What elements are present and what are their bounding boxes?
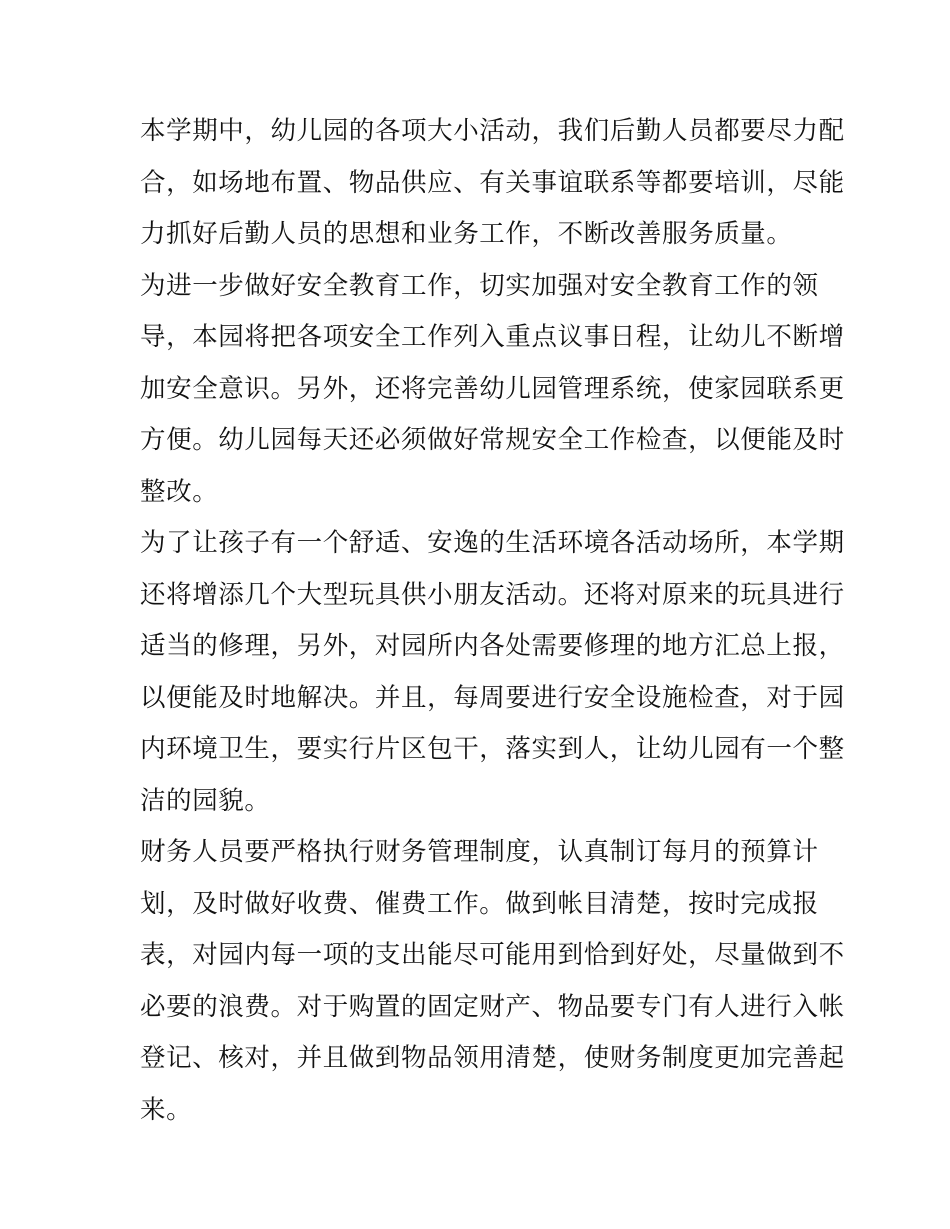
text-line: 导，本园将把各项安全工作列入重点议事日程，让幼儿不断增	[140, 322, 845, 352]
text-line: 为了让孩子有一个舒适、安逸的生活环境各活动场所，本学期	[140, 528, 845, 558]
text-line: 表，对园内每一项的支出能尽可能用到恰到好处，尽量做到不	[140, 940, 845, 970]
text-line: 合，如场地布置、物品供应、有关事谊联系等都要培训，尽能	[140, 167, 845, 198]
text-line: 还将增添几个大型玩具供小朋友活动。还将对原来的玩具进行	[140, 579, 845, 610]
text-line: 方便。幼儿园每天还必须做好常规安全工作检查，以便能及时	[140, 425, 845, 455]
text-line: 力抓好后勤人员的思想和业务工作，不断改善服务质量。	[140, 219, 793, 249]
paragraph-safety	[140, 261, 845, 519]
text-line: 加安全意识。另外，还将完善幼儿园管理系统，使家园联系更	[140, 373, 845, 404]
document-body	[140, 106, 845, 1136]
text-line: 为进一步做好安全教育工作，切实加强对安全教育工作的领	[140, 270, 819, 301]
text-line: 来。	[140, 1094, 193, 1125]
text-line: 适当的修理，另外，对园所内各处需要修理的地方汇总上报，	[140, 631, 845, 661]
text-line: 本学期中，幼儿园的各项大小活动，我们后勤人员都要尽力配	[140, 116, 845, 146]
paragraph-logistics	[140, 106, 845, 261]
text-line: 以便能及时地解决。并且，每周要进行安全设施检查，对于园	[140, 682, 845, 713]
paragraph-environment	[140, 518, 845, 827]
text-line: 必要的浪费。对于购置的固定财产、物品要专门有人进行入帐	[140, 991, 845, 1022]
paragraph-finance	[140, 827, 845, 1136]
text-line: 内环境卫生，要实行片区包干，落实到人，让幼儿园有一个整	[140, 734, 845, 764]
text-line: 划，及时做好收费、催费工作。做到帐目清楚，按时完成报	[140, 888, 819, 919]
text-line: 登记、核对，并且做到物品领用清楚，使财务制度更加完善起	[140, 1043, 845, 1073]
text-line: 整改。	[140, 476, 219, 507]
text-line: 洁的园貌。	[140, 785, 271, 816]
text-line: 财务人员要严格执行财务管理制度，认真制订每月的预算计	[140, 837, 819, 867]
